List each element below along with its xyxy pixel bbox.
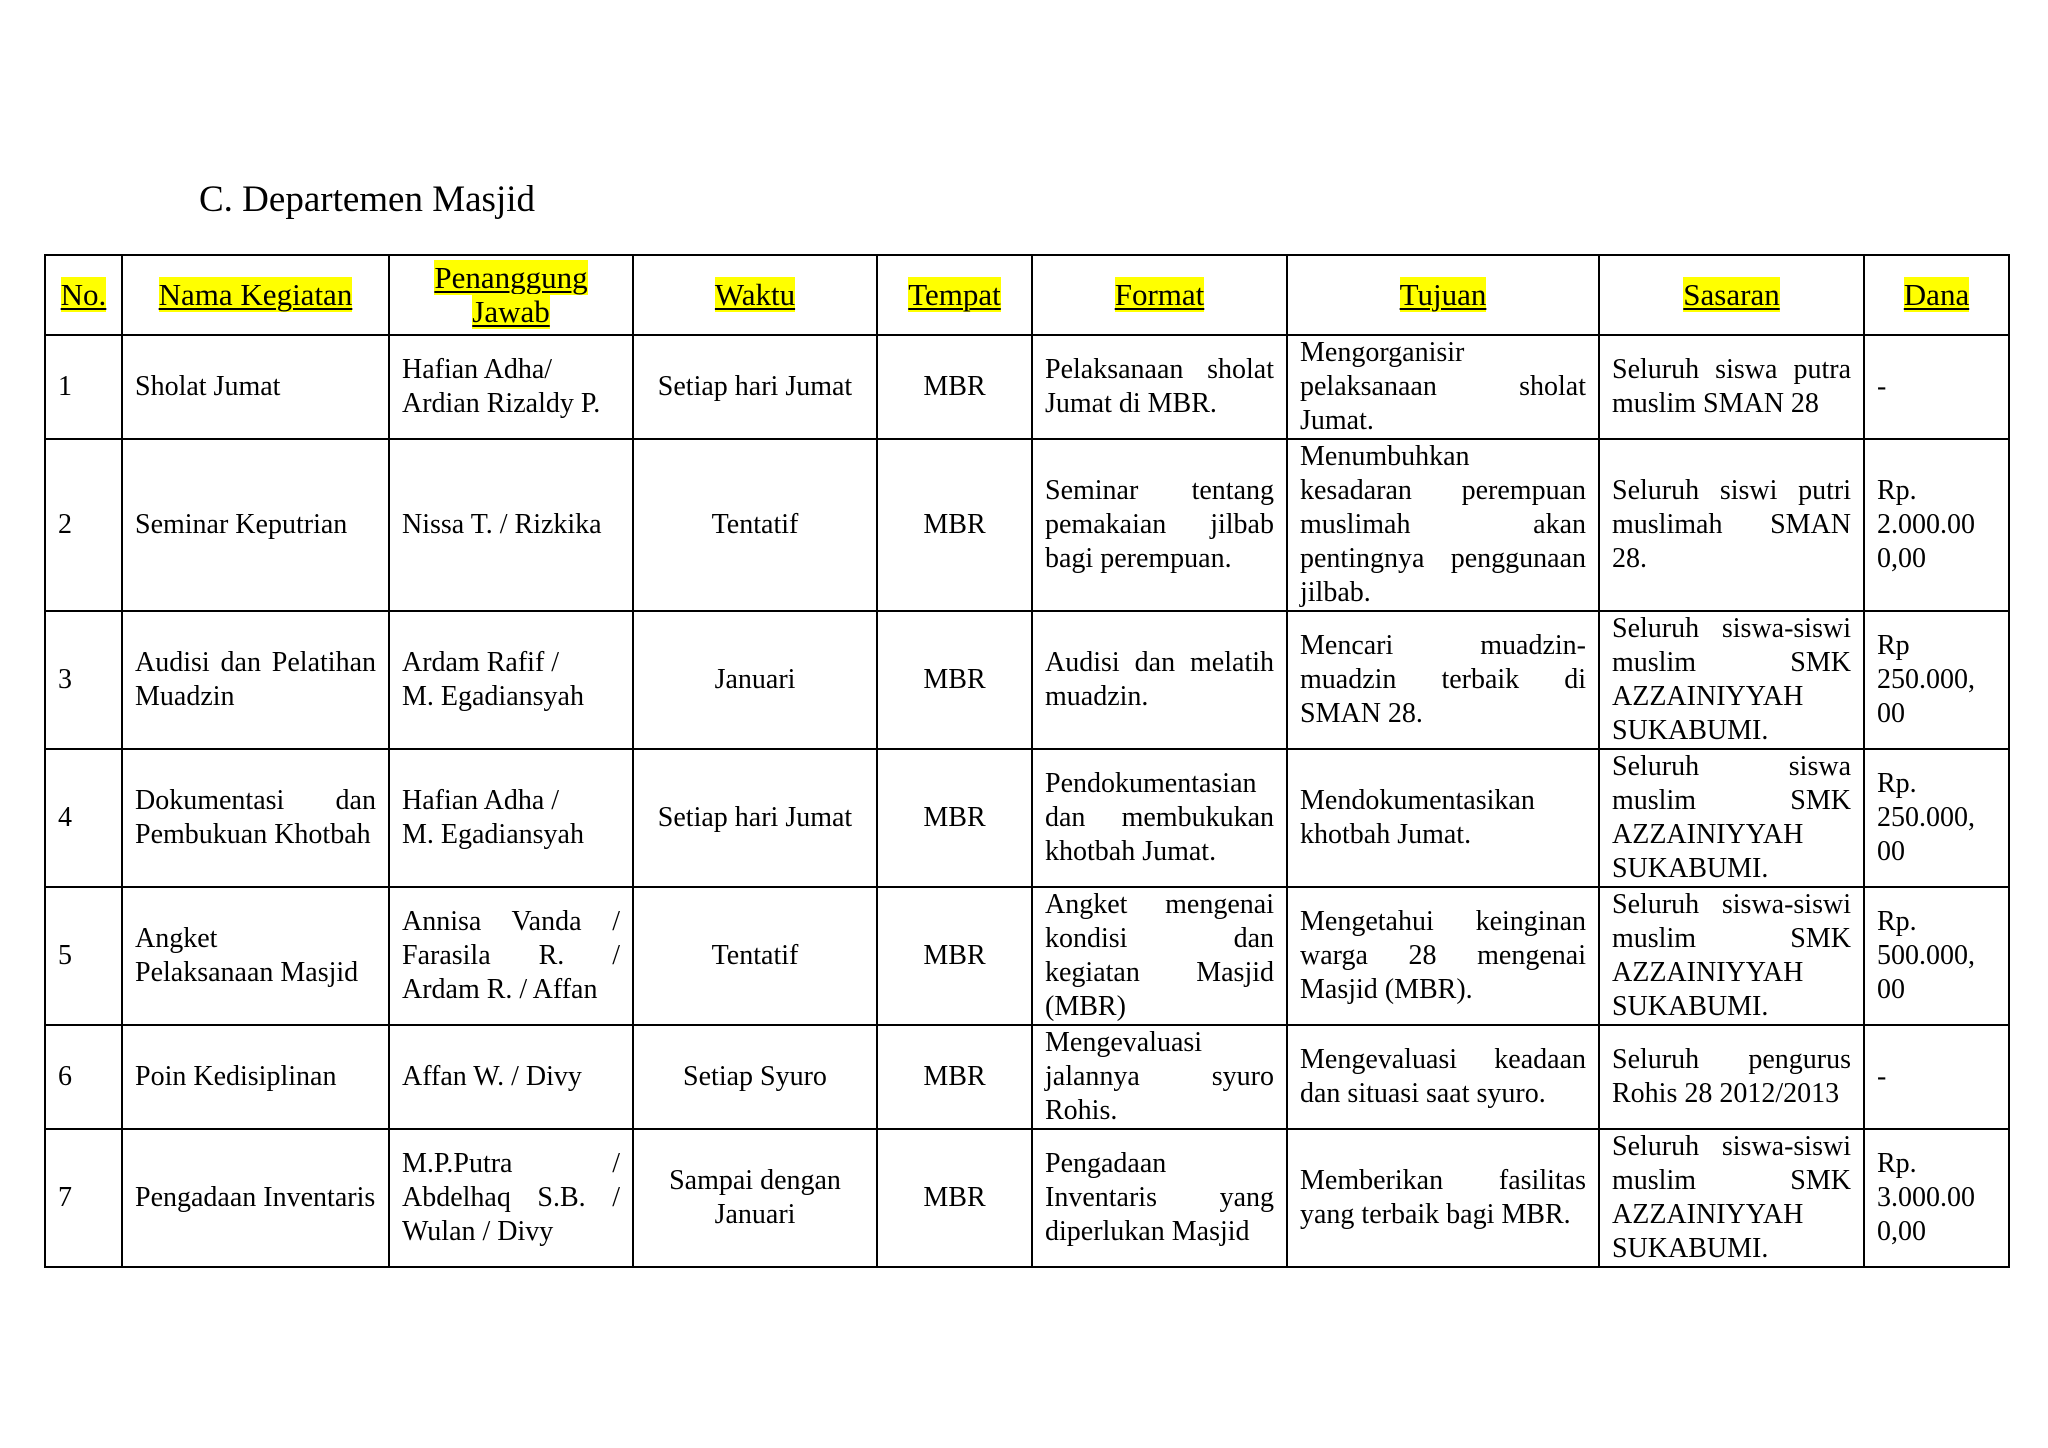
- section-title: C. Departemen Masjid: [199, 179, 535, 220]
- header-penanggung-jawab: Penanggung Jawab: [389, 255, 633, 335]
- cell-nama-kegiatan: Audisi dan Pelatihan Muadzin: [122, 611, 389, 749]
- cell-waktu: Tentatif: [633, 887, 877, 1025]
- header-no: No.: [45, 255, 122, 335]
- cell-sasaran: Seluruh siswa-siswi muslim SMK AZZAINIYYAH SUKABUMI.: [1599, 1129, 1864, 1267]
- cell-dana: Rp. 2.000.00 0,00: [1864, 439, 2009, 611]
- cell-tujuan: Mengorganisir pelaksanaan sholat Jumat.: [1287, 335, 1599, 439]
- cell-penanggung-jawab: Hafian Adha / M. Egadiansyah: [389, 749, 633, 887]
- cell-sasaran: Seluruh siswa putra muslim SMAN 28: [1599, 335, 1864, 439]
- header-sasaran: Sasaran: [1599, 255, 1864, 335]
- cell-tempat: MBR: [877, 887, 1032, 1025]
- cell-dana: -: [1864, 1025, 2009, 1129]
- cell-format: Audisi dan melatih muadzin.: [1032, 611, 1287, 749]
- cell-tempat: MBR: [877, 439, 1032, 611]
- table-row: [45, 335, 2009, 439]
- table-row: [45, 1025, 2009, 1129]
- cell-dana: Rp. 3.000.00 0,00: [1864, 1129, 2009, 1267]
- cell-no: 1: [45, 335, 122, 439]
- cell-format: Seminar tentang pemakaian jilbab bagi perempuan.: [1032, 439, 1287, 611]
- cell-format: Pengadaan Inventaris yang diperlukan Masjid: [1032, 1129, 1287, 1267]
- cell-dana: Rp. 500.000, 00: [1864, 887, 2009, 1025]
- header-nama-kegiatan: Nama Kegiatan: [122, 255, 389, 335]
- cell-format: Angket mengenai kondisi dan kegiatan Masjid (MBR): [1032, 887, 1287, 1025]
- cell-no: 4: [45, 749, 122, 887]
- cell-nama-kegiatan: Pengadaan Inventaris: [122, 1129, 389, 1267]
- cell-no: 6: [45, 1025, 122, 1129]
- cell-waktu: Tentatif: [633, 439, 877, 611]
- cell-tujuan: Mengetahui keinginan warga 28 mengenai Masjid (MBR).: [1287, 887, 1599, 1025]
- header-dana: Dana: [1864, 255, 2009, 335]
- cell-tujuan: Mencari muadzin-muadzin terbaik di SMAN 28.: [1287, 611, 1599, 749]
- cell-nama-kegiatan: Seminar Keputrian: [122, 439, 389, 611]
- header-waktu: Waktu: [633, 255, 877, 335]
- cell-tujuan: Menumbuhkan kesadaran perempuan muslimah akan pentingnya penggunaan jilbab.: [1287, 439, 1599, 611]
- header-tujuan: Tujuan: [1287, 255, 1599, 335]
- cell-waktu: Sampai dengan Januari: [633, 1129, 877, 1267]
- cell-penanggung-jawab: Annisa Vanda / Farasila R. / Ardam R. / Affan: [389, 887, 633, 1025]
- cell-tempat: MBR: [877, 611, 1032, 749]
- cell-penanggung-jawab: M.P.Putra / Abdelhaq S.B. / Wulan / Divy: [389, 1129, 633, 1267]
- header-format: Format: [1032, 255, 1287, 335]
- cell-dana: Rp 250.000, 00: [1864, 611, 2009, 749]
- table-row: [45, 439, 2009, 611]
- header-tempat: Tempat: [877, 255, 1032, 335]
- cell-tempat: MBR: [877, 749, 1032, 887]
- cell-no: 5: [45, 887, 122, 1025]
- cell-tempat: MBR: [877, 335, 1032, 439]
- cell-dana: -: [1864, 335, 2009, 439]
- cell-penanggung-jawab: Affan W. / Divy: [389, 1025, 633, 1129]
- table-row: [45, 1129, 2009, 1267]
- cell-sasaran: Seluruh siswa muslim SMK AZZAINIYYAH SUKABUMI.: [1599, 749, 1864, 887]
- cell-nama-kegiatan: Sholat Jumat: [122, 335, 389, 439]
- cell-tempat: MBR: [877, 1129, 1032, 1267]
- cell-penanggung-jawab: Nissa T. / Rizkika: [389, 439, 633, 611]
- cell-no: 2: [45, 439, 122, 611]
- cell-nama-kegiatan: Poin Kedisiplinan: [122, 1025, 389, 1129]
- cell-waktu: Setiap hari Jumat: [633, 749, 877, 887]
- cell-sasaran: Seluruh siswa-siswi muslim SMK AZZAINIYYAH SUKABUMI.: [1599, 887, 1864, 1025]
- cell-waktu: Setiap Syuro: [633, 1025, 877, 1129]
- activity-table: [44, 254, 2010, 1268]
- cell-tempat: MBR: [877, 1025, 1032, 1129]
- table-row: [45, 887, 2009, 1025]
- cell-waktu: Setiap hari Jumat: [633, 335, 877, 439]
- cell-penanggung-jawab: Hafian Adha/ Ardian Rizaldy P.: [389, 335, 633, 439]
- cell-penanggung-jawab: Ardam Rafif / M. Egadiansyah: [389, 611, 633, 749]
- cell-nama-kegiatan: Angket Pelaksanaan Masjid: [122, 887, 389, 1025]
- cell-sasaran: Seluruh siswa-siswi muslim SMK AZZAINIYYAH SUKABUMI.: [1599, 611, 1864, 749]
- cell-no: 3: [45, 611, 122, 749]
- table-row: [45, 749, 2009, 887]
- cell-format: Mengevaluasi jalannya syuro Rohis.: [1032, 1025, 1287, 1129]
- table-row: [45, 611, 2009, 749]
- cell-tujuan: Mendokumentasikan khotbah Jumat.: [1287, 749, 1599, 887]
- cell-sasaran: Seluruh pengurus Rohis 28 2012/2013: [1599, 1025, 1864, 1129]
- cell-tujuan: Memberikan fasilitas yang terbaik bagi MBR.: [1287, 1129, 1599, 1267]
- cell-sasaran: Seluruh siswi putri muslimah SMAN 28.: [1599, 439, 1864, 611]
- cell-dana: Rp. 250.000, 00: [1864, 749, 2009, 887]
- cell-format: Pelaksanaan sholat Jumat di MBR.: [1032, 335, 1287, 439]
- cell-format: Pendokumentasian dan membukukan khotbah Jumat.: [1032, 749, 1287, 887]
- cell-waktu: Januari: [633, 611, 877, 749]
- table-header-row: [45, 255, 2009, 335]
- cell-nama-kegiatan: Dokumentasi dan Pembukuan Khotbah: [122, 749, 389, 887]
- cell-tujuan: Mengevaluasi keadaan dan situasi saat syuro.: [1287, 1025, 1599, 1129]
- cell-no: 7: [45, 1129, 122, 1267]
